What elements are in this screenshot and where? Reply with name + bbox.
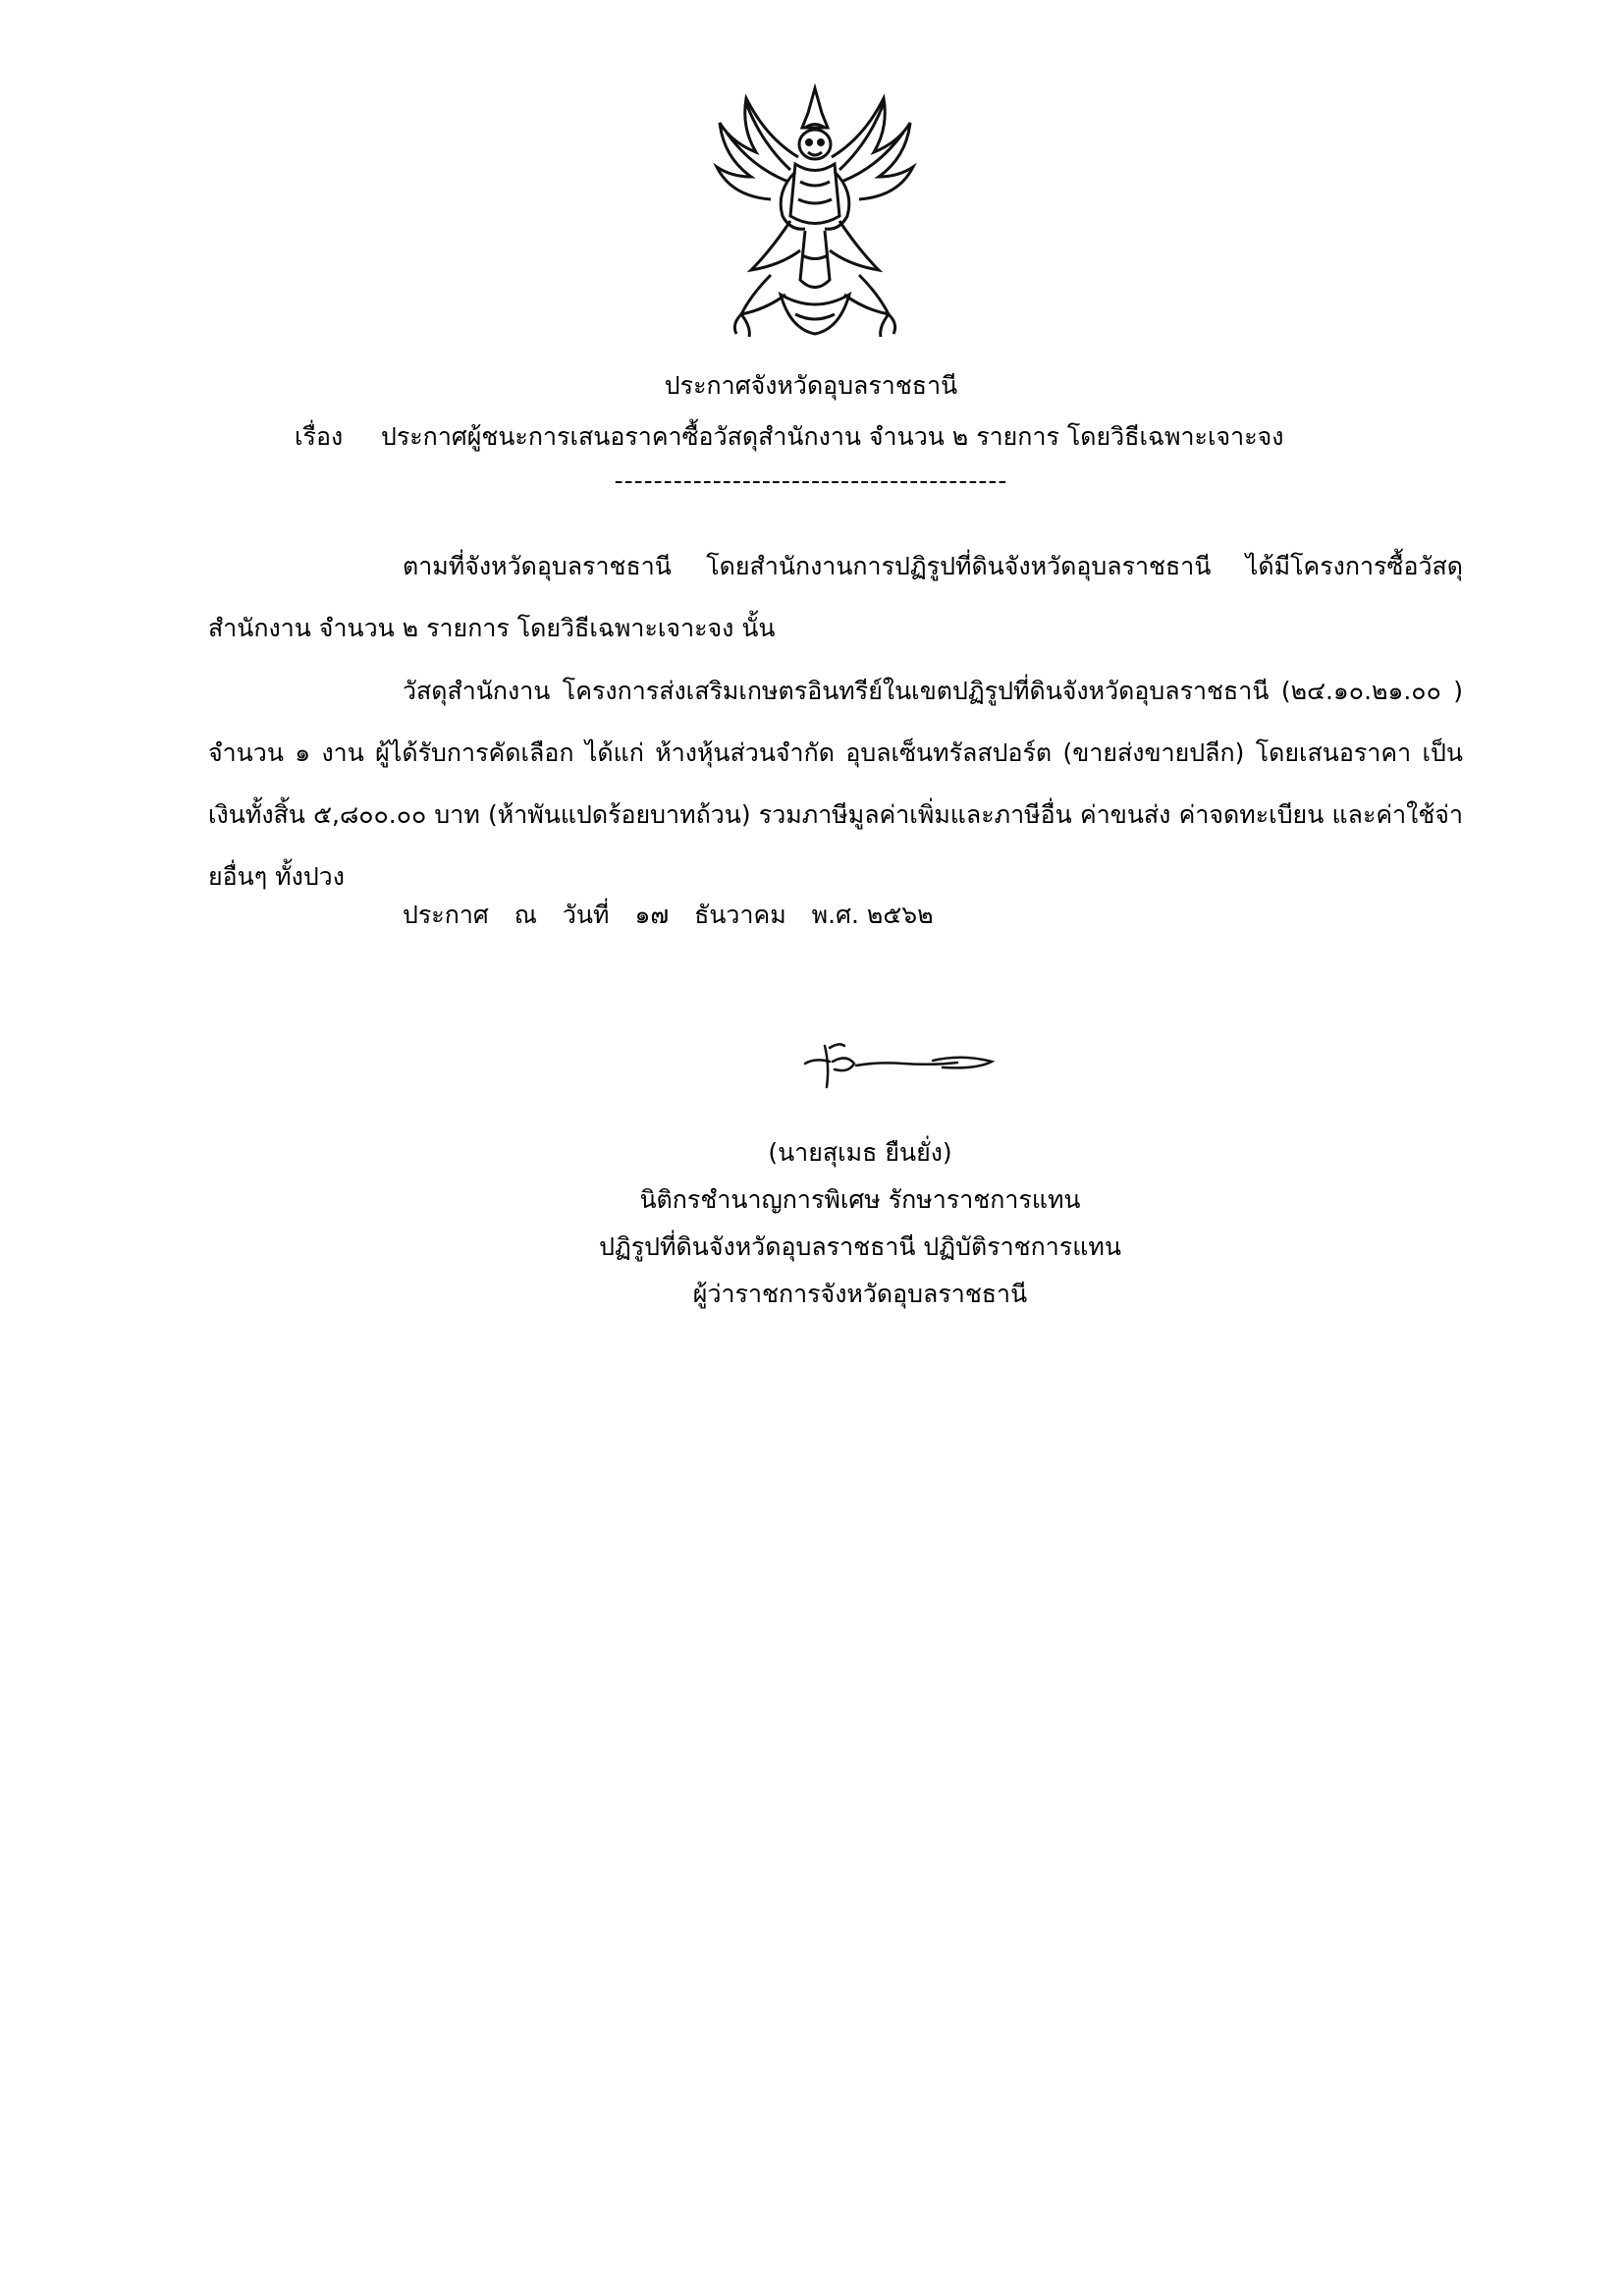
paragraph-project xyxy=(208,535,1463,659)
signer-position-3: ผู้ว่าราชการจังหวัดอุบลราชธานี xyxy=(692,1280,1028,1308)
date-at: ณ xyxy=(514,901,537,929)
paragraph-winner xyxy=(208,660,1463,907)
document-title: ประกาศจังหวัดอุบลราชธานี xyxy=(664,371,958,400)
date-year: พ.ศ. ๒๕๖๒ xyxy=(811,901,934,929)
date-month: ธันวาคม xyxy=(694,901,786,929)
handwritten-signature xyxy=(785,1036,1011,1095)
date-prefix: ประกาศ xyxy=(403,901,489,929)
signer-name: (นายสุเมธ ยืนยั่ง) xyxy=(768,1138,952,1167)
subject-text: ประกาศผู้ชนะการเสนอราคาซื้อวัสดุสำนักงาน จำนวน ๒ รายการ โดยวิธีเฉพาะเจาะจง xyxy=(380,422,1284,451)
paragraph-project-text: ตามที่จังหวัดอุบลราชธานี โดยสำนักงานการปฏิรูปที่ดินจังหวัดอุบลราชธานี ได้มีโครงการซื้อวัสดุสำนักงาน จำนวน ๒ รายการ โดยวิธีเฉพาะเจาะจง นั้น xyxy=(208,552,1463,642)
subject-label: เรื่อง xyxy=(295,422,344,451)
document-subject xyxy=(295,417,1284,457)
paragraph-winner-text: วัสดุสำนักงาน โครงการส่งเสริมเกษตรอินทรีย์ในเขตปฏิรูปที่ดินจังหวัดอุบลราชธานี (๒๔.๑๐.๒๑.๐๐ ) จำนวน ๑ งาน ผู้ได้รับการคัดเลือก ได้แก่ ห้างหุ้นส่วนจำกัด อุบลเซ็นทรัลสปอร์ต (ขายส่งขายปลีก) โดยเสนอราคา เป็นเงินทั้งสิ้น ๕,๘๐๐.๐๐ บาท (ห้าพันแปดร้อยบาทถ้วน) รวมภาษีมูลค่าเพิ่มและภาษีอื่น ค่าขนส่ง ค่าจดทะเบียน และค่าใช้จ่ายอื่นๆ ทั้งปวง xyxy=(208,677,1463,891)
separator-line: ---------------------------------------- xyxy=(614,466,1008,495)
signer-position-2: ปฏิรูปที่ดินจังหวัดอุบลราชธานี ปฏิบัติราชการแทน xyxy=(599,1232,1121,1261)
garuda-emblem-icon xyxy=(712,83,918,349)
announcement-date xyxy=(403,896,951,935)
date-day-label: วันที่ xyxy=(562,901,610,929)
signer-position-1: นิติกรชำนาญการพิเศษ รักษาราชการแทน xyxy=(639,1185,1081,1214)
date-day: ๑๗ xyxy=(634,901,670,929)
